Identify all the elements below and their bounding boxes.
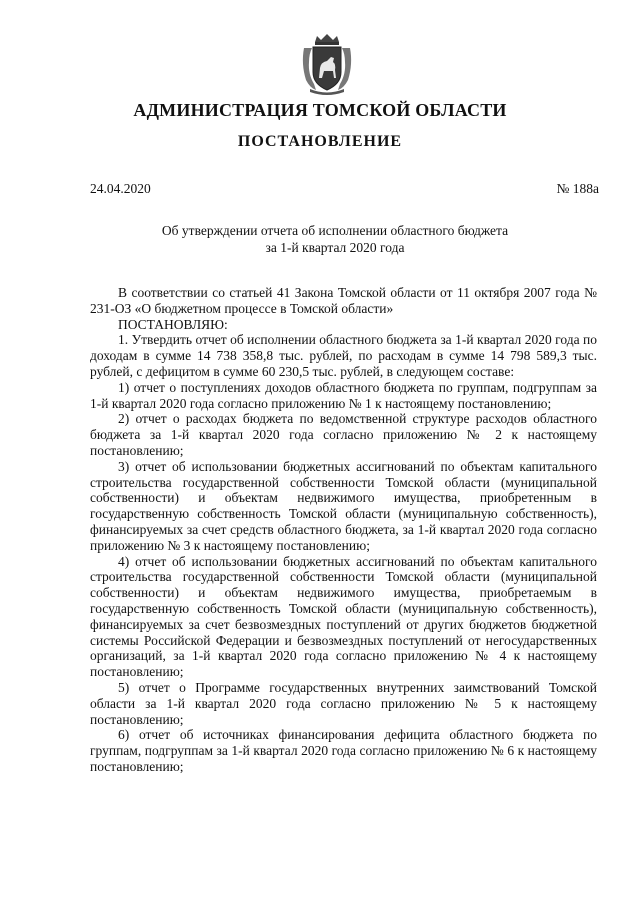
item-1-paragraph: 1. Утвердить отчет об исполнении областного бюджета за 1-й квартал 2020 года по доходам в сумме 14 738 358,8 тыс. рублей, по расходам в сумме 14 798 589,3 тыс. рублей, с дефицитом в сумме 60 230,5 тыс. рублей, в следующем составе:: [90, 332, 597, 379]
document-body: [90, 285, 597, 775]
organization-name: АДМИНИСТРАЦИЯ ТОМСКОЙ ОБЛАСТИ: [133, 100, 507, 120]
subject-line-2: за 1-й квартал 2020 года: [265, 240, 405, 255]
document-subject: [120, 222, 550, 256]
subitem-2-paragraph: 2) отчет о расходах бюджета по ведомственной структуре расходов областного бюджета за 1-й квартал 2020 года согласно приложению № 2 к настоящему постановлению;: [90, 411, 597, 458]
subitem-6-paragraph: 6) отчет об источниках финансирования дефицита областного бюджета по группам, подгруппам за 1-й квартал 2020 года согласно приложению № 6 к настоящему постановлению;: [90, 727, 597, 774]
document-number: № 188а: [556, 181, 599, 196]
subitem-1-paragraph: 1) отчет о поступлениях доходов областного бюджета по группам, подгруппам за 1-й квартал 2020 года согласно приложению № 1 к настоящему постановлению;: [90, 379, 597, 411]
resolve-paragraph: ПОСТАНОВЛЯЮ:: [118, 316, 228, 332]
subitem-5-paragraph: 5) отчет о Программе государственных внутренних заимствований Томской области за 1-й квартал 2020 года согласно приложению № 5 к настоящему постановлению;: [90, 679, 597, 727]
subject-line-1: Об утверждении отчета об исполнении областного бюджета: [161, 223, 509, 238]
subitem-4-paragraph: 4) отчет об использовании бюджетных ассигнований по объектам капитального строительства государственной собственности Томской области (муниципальной собственности) и объектам недвижимого имущества, приобретаемым в государственную собственность Томской области (муниципальную собственность), финансируемых за счет безвозмездных поступлений от других бюджетов бюджетной системы Российской Федерации и безвозмездных поступлений от негосударственных организаций, за 1-й квартал 2020 года согласно приложению № 4 к настоящему постановлению;: [90, 553, 597, 680]
coat-of-arms-icon: [300, 34, 354, 96]
document-date: 24.04.2020: [90, 181, 151, 196]
subitem-3-paragraph: 3) отчет об использовании бюджетных ассигнований по объектам капитального строительства государственной собственности Томской области (муниципальной собственности) и объектам недвижимого имущества, приобретенным в государственную собственность Томской области (муниципальную собственность), финансируемых за счет средств областного бюджета, за 1-й квартал 2020 года согласно приложению № 3 к настоящему постановлению;: [90, 458, 597, 553]
document-type: ПОСТАНОВЛЕНИЕ: [237, 133, 403, 150]
preamble-paragraph: В соответствии со статьей 41 Закона Томской области от 11 октября 2007 года № 231-ОЗ «О бюджетном процессе в Томской области»: [90, 285, 597, 316]
